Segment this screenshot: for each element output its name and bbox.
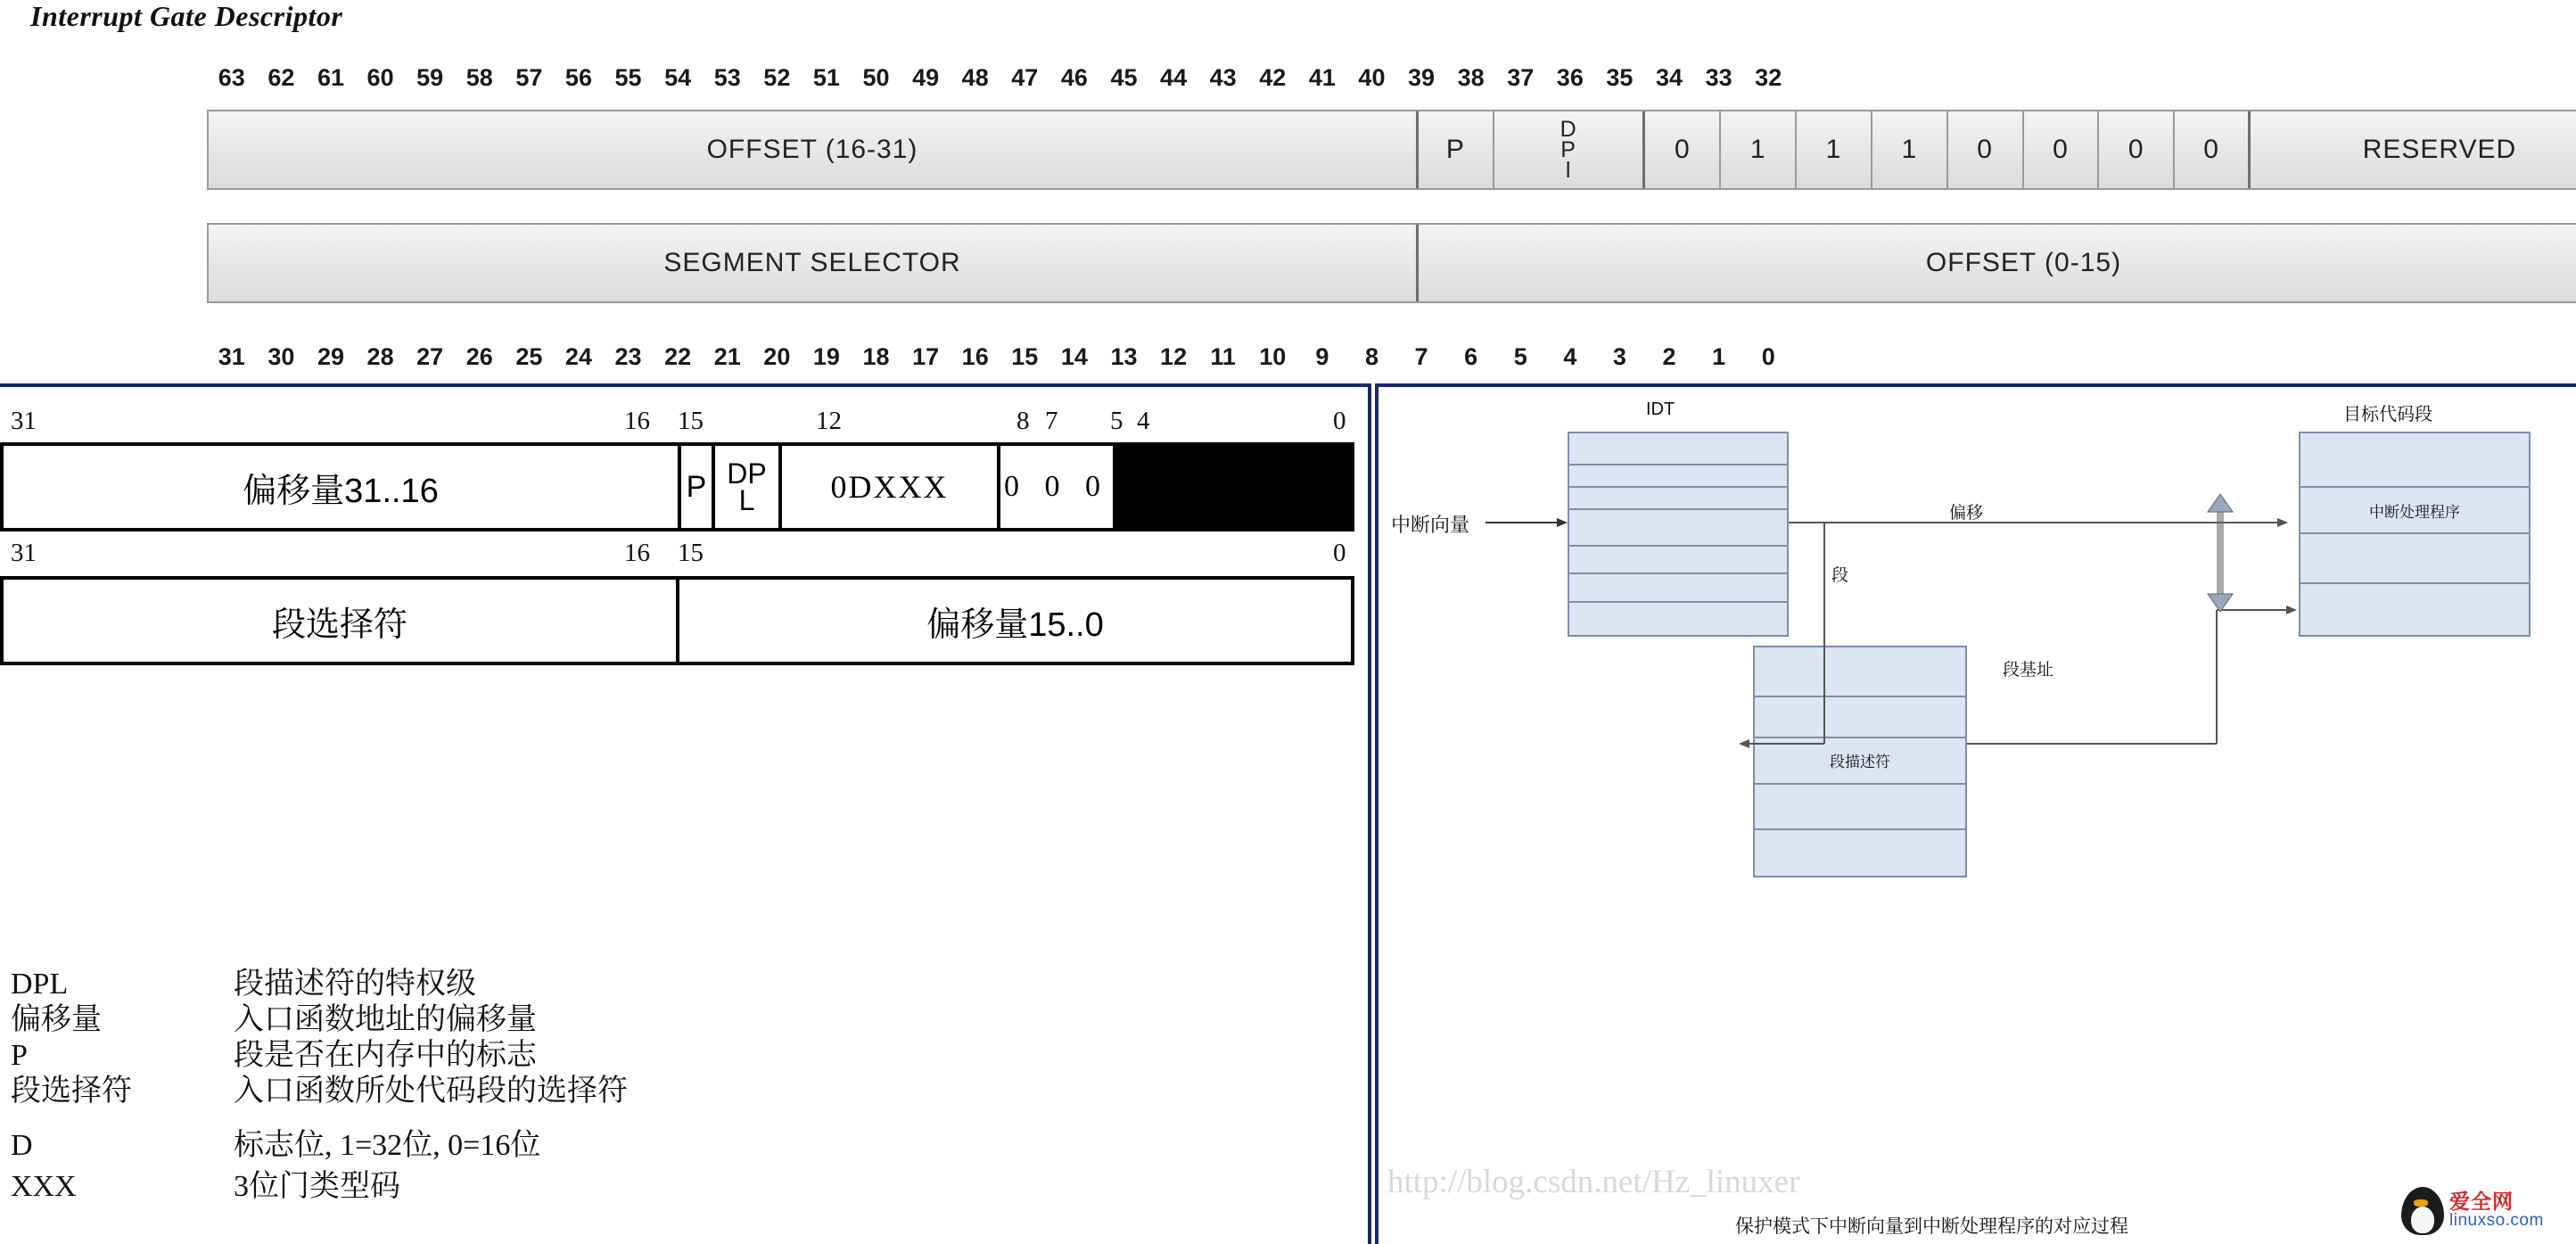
segment-descriptor-label: 段描述符	[1755, 738, 1965, 784]
cell-offset-15-0: 偏移量15..0	[926, 606, 1104, 644]
segment-base-label: 段基址	[2003, 661, 2054, 680]
bit-numbers-low	[207, 343, 1793, 371]
field-offset-16-31: OFFSET (16-31)	[209, 111, 1419, 188]
bit-number: 19	[812, 343, 840, 370]
bit-number: 57	[515, 64, 543, 91]
legend-term: D	[11, 1129, 33, 1163]
bit-number: 25	[515, 343, 543, 370]
bit-number: 51	[812, 64, 840, 91]
bit-number: 21	[713, 343, 741, 370]
field-segment-selector: SEGMENT SELECTOR	[209, 225, 1419, 301]
descriptor-high-dword	[0, 442, 1354, 531]
field-bit-43: 1	[1721, 111, 1797, 188]
field-bit-41: 1	[1872, 111, 1948, 188]
bit-number: 12	[1160, 343, 1188, 370]
bit-number: 20	[763, 343, 791, 370]
bit-number: 4	[1563, 343, 1577, 370]
field-bit-39: 0	[2024, 111, 2100, 188]
descriptor-row-low	[207, 223, 2576, 303]
bit-numbers-high	[207, 64, 1793, 92]
bit-number: 58	[465, 64, 493, 91]
bit-number: 55	[614, 64, 642, 91]
bit-number: 1	[1712, 343, 1726, 370]
legend-description: 段描述符的特权级	[234, 968, 476, 1001]
scale-label-7: 7	[1045, 407, 1058, 435]
field-dpl-line-2: P	[1560, 136, 1576, 162]
bit-number: 53	[713, 64, 741, 91]
cell-dpl-line-1: DP	[727, 457, 767, 490]
field-bit-40: 0	[1948, 111, 2024, 188]
bit-number: 50	[862, 64, 890, 91]
cell-dpl-line-2: L	[738, 484, 755, 516]
legend-description: 标志位, 1=32位, 0=16位	[234, 1129, 541, 1163]
legend-item	[11, 1166, 1348, 1207]
penguin-beak-icon	[2414, 1199, 2428, 1207]
bit-number: 37	[1507, 64, 1535, 91]
bit-number: 42	[1259, 64, 1287, 91]
logo-domain-text: linuxso.com	[2449, 1211, 2544, 1230]
bit-number: 43	[1209, 64, 1237, 91]
penguin-icon	[2401, 1187, 2444, 1235]
bit-number: 36	[1556, 64, 1584, 91]
legend-item	[11, 1125, 1348, 1166]
bit-number: 18	[862, 343, 890, 370]
bit-number: 41	[1308, 64, 1336, 91]
bit-number: 35	[1606, 64, 1634, 91]
bit-number: 24	[564, 343, 592, 370]
site-logo	[2398, 1183, 2567, 1239]
interrupt-gate-descriptor-figure	[0, 0, 2576, 383]
legend-term: P	[11, 1039, 28, 1073]
scale-label-31-low: 31	[11, 539, 37, 567]
bit-number: 63	[218, 64, 245, 91]
bit-number: 38	[1457, 64, 1485, 91]
cell-present-bit: P	[681, 446, 715, 528]
bit-number: 60	[366, 64, 394, 91]
bit-number: 22	[664, 343, 692, 370]
legend-description: 入口函数所处代码段的选择符	[234, 1075, 628, 1108]
bit-number: 59	[416, 64, 444, 91]
bit-number: 11	[1210, 343, 1236, 370]
cell-gate-type-0dxxx: 0DXXX	[782, 446, 1000, 528]
watermark: http://blog.csdn.net/Hz_linuxer	[1387, 1164, 1800, 1200]
interrupt-vector-label: 中断向量	[1391, 514, 1470, 536]
bit-number: 9	[1315, 343, 1329, 370]
bit-number: 40	[1358, 64, 1386, 91]
cell-segment-selector: 段选择符	[4, 580, 679, 662]
bit-number: 34	[1655, 64, 1683, 91]
legend-term: XXX	[11, 1170, 77, 1204]
scale-label-12: 12	[816, 407, 842, 435]
bit-number: 46	[1060, 64, 1088, 91]
scale-label-31-high: 31	[11, 407, 37, 435]
field-bit-42: 1	[1797, 111, 1872, 188]
legend-description: 入口函数地址的偏移量	[234, 1003, 537, 1037]
bit-number: 62	[267, 64, 295, 91]
bit-number: 7	[1414, 343, 1428, 370]
legend-item	[11, 1038, 1348, 1074]
legend-term: DPL	[11, 968, 69, 1001]
cell-zero-bits: 0 0 0	[1000, 446, 1116, 528]
descriptor-low-dword	[0, 576, 1354, 665]
bit-number: 5	[1513, 343, 1527, 370]
bit-number: 16	[961, 343, 989, 370]
descriptor-row-high	[207, 110, 2576, 190]
legend-item	[11, 1002, 1348, 1038]
bit-number: 61	[317, 64, 344, 91]
bit-number: 3	[1612, 343, 1626, 370]
scale-label-16-high: 16	[624, 407, 650, 435]
bit-number: 13	[1110, 343, 1138, 370]
bit-number: 33	[1705, 64, 1732, 91]
scale-label-16-low: 16	[624, 539, 650, 567]
bit-number: 54	[664, 64, 692, 91]
cell-unused-black	[1116, 446, 1351, 528]
bit-number: 26	[465, 343, 493, 370]
legend-description: 段是否在内存中的标志	[234, 1039, 537, 1073]
scale-label-4: 4	[1137, 407, 1150, 435]
bit-number: 28	[366, 343, 394, 370]
bit-number: 44	[1160, 64, 1188, 91]
legend	[11, 967, 1348, 1207]
interrupt-handler-label: 中断处理程序	[2300, 488, 2529, 534]
bit-number: 0	[1761, 343, 1775, 370]
legend-description: 3位门类型码	[234, 1170, 400, 1204]
scale-label-8: 8	[1016, 407, 1030, 435]
bit-number: 32	[1755, 64, 1782, 91]
scale-label-5: 5	[1110, 407, 1123, 435]
scale-label-0-low: 0	[1333, 539, 1346, 567]
legend-item	[11, 967, 1348, 1002]
bit-number: 30	[267, 343, 295, 370]
legend-group-primary	[11, 967, 1348, 1109]
cell-offset-31-16: 偏移量31..16	[4, 446, 681, 528]
field-bit-37: 0	[2175, 111, 2251, 188]
field-dpl	[1494, 111, 1646, 188]
bit-number: 14	[1060, 343, 1088, 370]
bit-number: 56	[564, 64, 592, 91]
bit-number: 8	[1364, 343, 1379, 370]
bit-number: 48	[961, 64, 989, 91]
annotated-descriptor-panel	[0, 383, 1371, 1244]
scale-label-15-low: 15	[678, 539, 704, 567]
bit-number: 27	[416, 343, 444, 370]
bit-number: 17	[912, 343, 940, 370]
offset-label: 偏移	[1949, 504, 1984, 523]
field-dpl-line-3: l	[1565, 157, 1572, 183]
bit-number: 29	[317, 343, 344, 370]
bit-number: 52	[763, 64, 791, 91]
legend-item	[11, 1074, 1348, 1109]
figure-title: Interrupt Gate Descriptor	[30, 0, 343, 32]
target-code-segment-label: 目标代码段	[2343, 405, 2432, 424]
field-dpl-line-1: D	[1560, 116, 1577, 142]
bit-number: 15	[1011, 343, 1039, 370]
idt-flow-diagram	[1375, 383, 2576, 1244]
scale-label-15-high: 15	[678, 407, 704, 435]
legend-term: 偏移量	[11, 1003, 102, 1037]
logo-chinese-text: 爱全网	[2449, 1190, 2514, 1213]
cell-dpl	[715, 446, 782, 528]
legend-group-secondary	[11, 1125, 1348, 1207]
legend-term: 段选择符	[11, 1075, 132, 1108]
bit-number: 6	[1464, 343, 1478, 370]
bit-number: 47	[1011, 64, 1039, 91]
bit-number: 45	[1110, 64, 1138, 91]
bit-number: 49	[912, 64, 940, 91]
bit-number: 39	[1408, 64, 1436, 91]
bit-number: 23	[614, 343, 642, 370]
field-present-bit: P	[1419, 111, 1494, 188]
idt-table-label: IDT	[1646, 400, 1675, 419]
field-offset-0-15: OFFSET (0-15)	[1925, 248, 2122, 277]
bit-number: 2	[1662, 343, 1676, 370]
bit-number: 31	[218, 343, 245, 370]
segment-label: 段	[1831, 566, 1849, 585]
scale-label-0-high: 0	[1333, 407, 1346, 435]
field-reserved: RESERVED	[2362, 135, 2517, 164]
field-bit-38: 0	[2099, 111, 2175, 188]
field-bit-44: 0	[1645, 111, 1721, 188]
diagram-caption: 保护模式下中断向量到中断处理程序的对应过程	[1735, 1216, 2128, 1237]
bit-number: 10	[1259, 343, 1287, 370]
